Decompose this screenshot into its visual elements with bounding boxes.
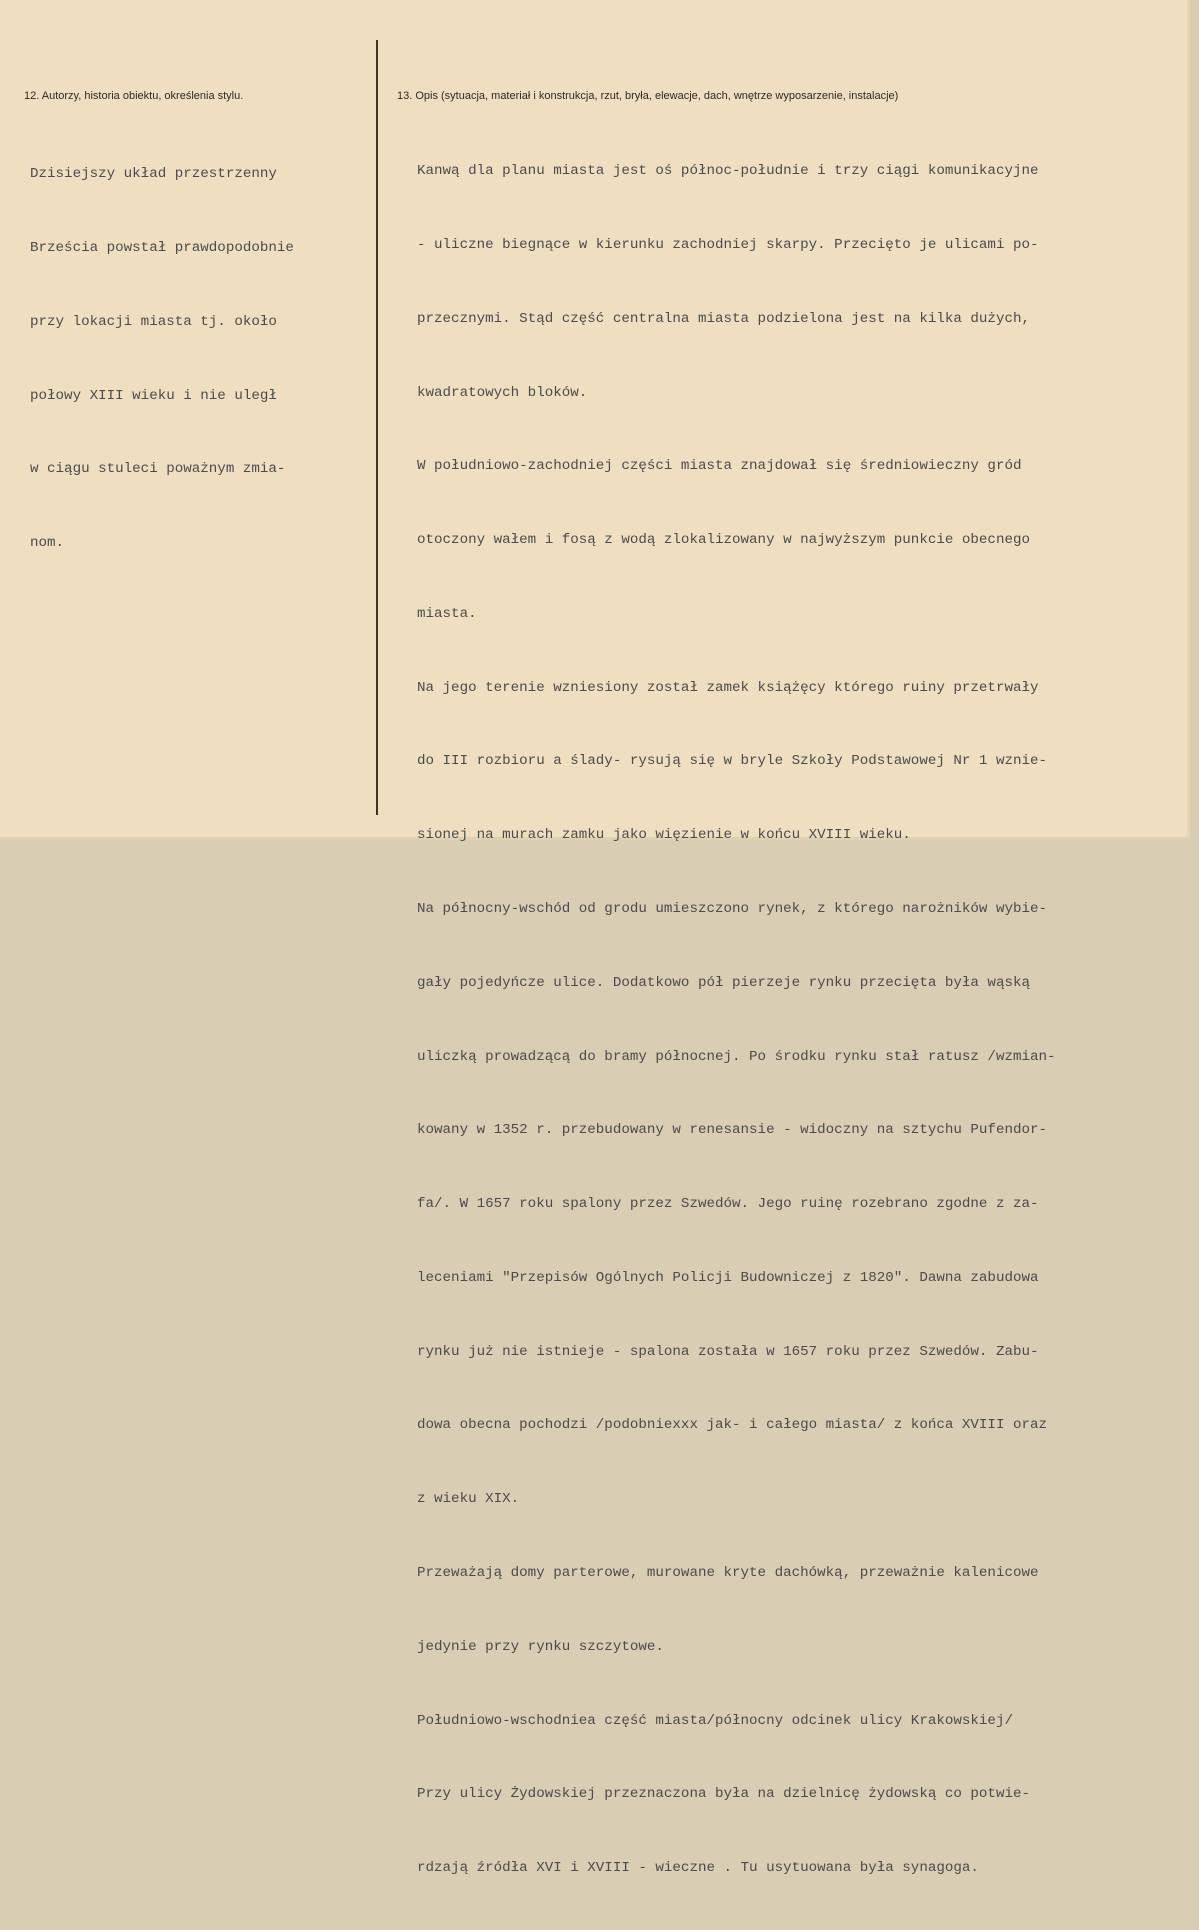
section-12-heading: 12. Autorzy, historia obiektu, określenia stylu. [24, 90, 244, 102]
text-line: połowy XIII wieku i nie uległ [30, 387, 277, 404]
text-line: W południowo-zachodniej części miasta znajdował się średniowieczny gród [417, 458, 1022, 475]
text-line: Kanwą dla planu miasta jest oś północ-południe i trzy ciągi komunikacyjne [417, 163, 1039, 180]
text-line: miasta. [417, 605, 477, 622]
text-line: Na jego terenie wzniesiony został zamek książęcy którego ruiny przetrwały [417, 679, 1039, 696]
text-line: fa/. W 1657 roku spalony przez Szwedów. Jego ruinę rozebrano zgodne z za- [417, 1196, 1039, 1213]
text-line: Brześcia powstał prawdopodobnie [30, 239, 294, 256]
text-line: do III rozbioru a ślady- rysują się w bryle Szkoły Podstawowej Nr 1 wznie- [417, 753, 1048, 770]
text-line: rdzają źródła XVI i XVIII - wieczne . Tu usytuowana była synagoga. [417, 1860, 979, 1877]
text-line: jedynie przy rynku szczytowe. [417, 1638, 664, 1655]
section-13-text [417, 110, 1056, 1930]
text-line: sionej na murach zamku jako więzienie w końcu XVIII wieku. [417, 827, 911, 844]
text-line: Na północny-wschód od grodu umieszczono rynek, z którego narożników wybie- [417, 901, 1048, 917]
text-line: Dzisiejszy układ przestrzenny [30, 166, 277, 183]
text-line: Przeważają domy parterowe, murowane kryte dachówką, przeważnie kalenicowe [417, 1565, 1039, 1582]
text-line: dowa obecna pochodzi /podobniexxx jak- i całego miasta/ z końca XVIII oraz [417, 1417, 1048, 1434]
text-line: uliczką prowadzącą do bramy północnej. Po środku rynku stał ratusz /wzmian- [417, 1048, 1056, 1065]
text-line: z wieku XIX. [417, 1491, 520, 1508]
text-line: leceniami "Przepisów Ogólnych Policji Budowniczej z 1820". Dawna zabudowa [417, 1269, 1039, 1286]
text-line: gały pojedyńcze ulice. Dodatkowo pół pierzeje rynku przecięta była wąską [417, 974, 1030, 991]
text-line: - uliczne biegnące w kierunku zachodniej skarpy. Przecięto je ulicami po- [417, 236, 1039, 253]
text-line: kwadratowych bloków. [417, 384, 588, 401]
text-line: Południowo-wschodniea część miasta/północny odcinek ulicy Krakowskiej/ [417, 1712, 1013, 1729]
text-line: w ciągu stuleci poważnym zmia- [30, 461, 286, 478]
text-line: rynku już nie istnieje - spalona została w 1657 roku przez Szwedów. Zabu- [417, 1343, 1039, 1360]
text-line: przecznymi. Stąd część centralna miasta podzielona jest na kilka dużych, [417, 310, 1030, 327]
text-line: nom. [30, 535, 65, 552]
column-divider [376, 40, 378, 815]
section-13-heading: 13. Opis (sytuacja, materiał i konstrukcja, rzut, bryła, elewacje, dach, wnętrze wyposarzenie, instalacje) [397, 90, 899, 102]
text-line: przy lokacji miasta tj. około [30, 313, 277, 330]
section-12-text [30, 113, 294, 605]
text-line: kowany w 1352 r. przebudowany w renesansie - widoczny na sztychu Pufendor- [417, 1122, 1048, 1139]
text-line: Przy ulicy Żydowskiej przeznaczona była na dzielnicę żydowską co potwie- [417, 1786, 1030, 1803]
text-line: otoczony wałem i fosą z wodą zlokalizowany w najwyższym punkcie obecnego [417, 532, 1030, 549]
